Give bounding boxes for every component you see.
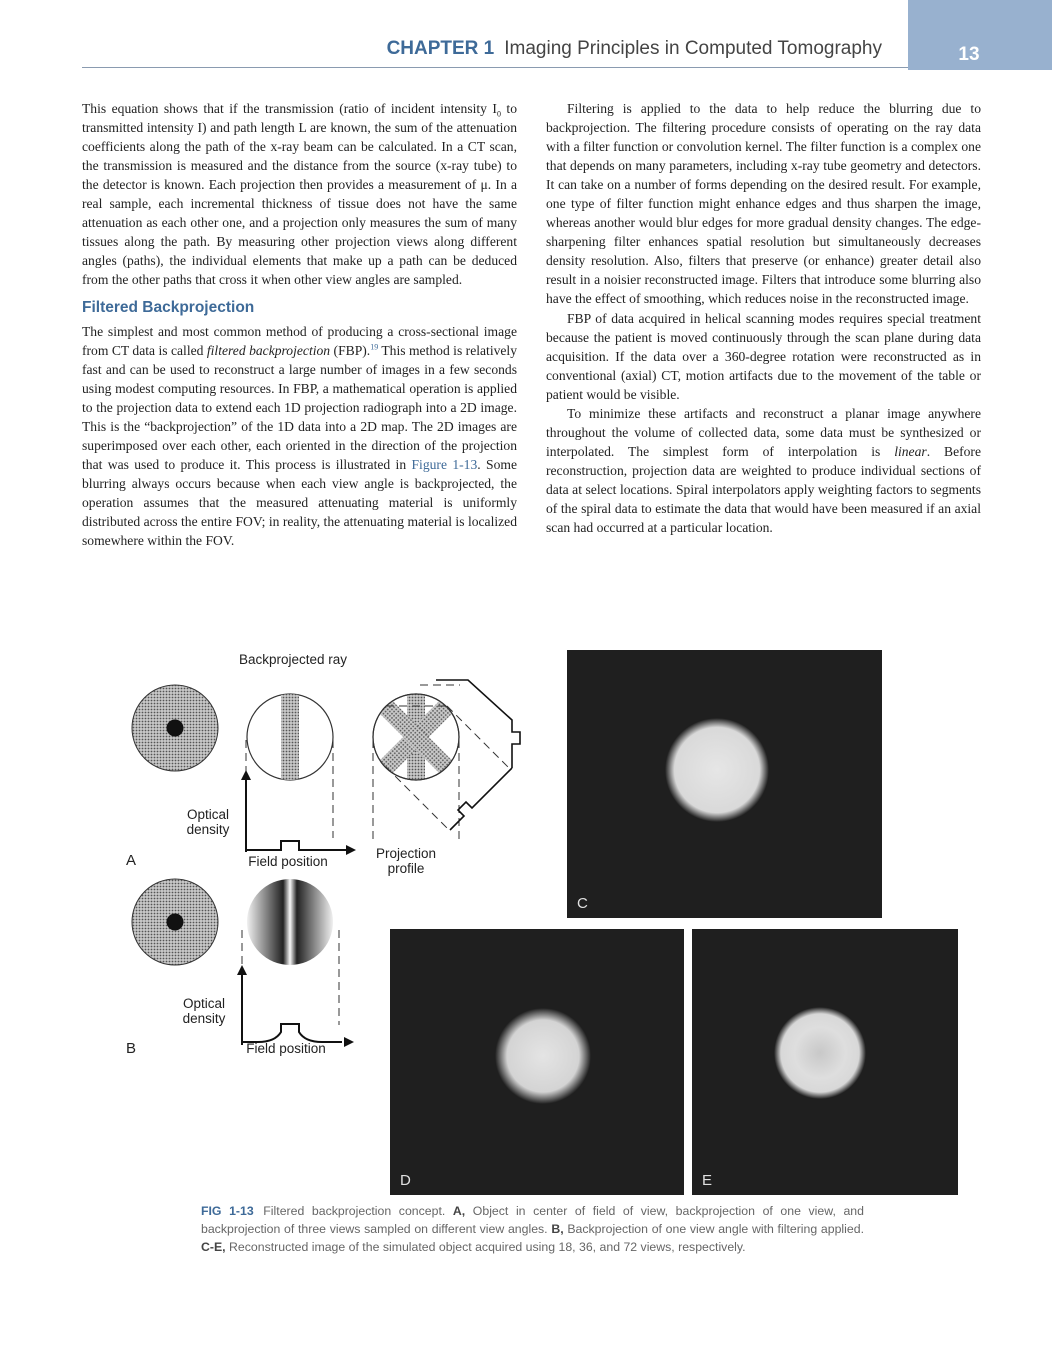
panel-label-e: E bbox=[702, 1172, 713, 1189]
figure-caption: FIG 1-13 Filtered backprojection concept. A, Object in center of field of view, backprojection of one view, and backprojection of three views sampled on different view angles. B, Backprojection of one view angle with filtering applied. C-E, Reconstructed image of the simulated object acquired using 18, 36, and 72 views, respectively. bbox=[201, 1204, 864, 1254]
label-field-position-a: Field position bbox=[248, 854, 328, 869]
reconstructed-disc-e bbox=[692, 929, 958, 1195]
panel-d-image bbox=[390, 929, 684, 1195]
label-optical-density-b: Optical density bbox=[182, 996, 226, 1026]
paragraph: FBP of data acquired in helical scanning modes requires special treatment because the patient is moved continuously through the scan plane during data acquisition. If the data over a 360-degree rotation were reconstructed as in conventional (axial) CT, motion artifacts due to the movement of the table or patient would be visible. bbox=[546, 310, 981, 402]
panel-b-object bbox=[132, 879, 218, 965]
paragraph: Filtering is applied to the data to help reduce the blurring due to backprojection. The filtering procedure consists of operating on the ray data with a filter function or convolution kernel. The filter function is a complex one that depends on many parameters, including x-ray tube geometry and detectors. It can take on a number of forms depending on the desired result. For example, one type of filter function might enhance edges and thus sharpen the image, whereas another would blur edges for more gradual density changes. The edge-sharpening filter enhances spatial resolution but simultaneously decreases density resolution. Also, filters that preserve (or enhance) greater detail also result in a noisier reconstructed image. Filters that introduce some blurring also have the effect of smoothing, which reduces noise in the reconstructed image. bbox=[546, 101, 981, 307]
running-header bbox=[0, 38, 882, 60]
paragraph: The simplest and most common method of producing a cross-sectional image from CT data is called filtered backprojection (FBP).$^{19}$ This method is relatively fast and can be used to reconstruct a large number of images in a few seconds using modest computing resources. In FBP, a mathematical operation is applied to the projection data to extend each 1D projection radiograph into a 2D image. This is the “backprojection” of the 1D data into a 2D map. The 2D images are superimposed over each other, each oriented in the direction of the projection that was used to produce it. This process is illustrated in Figure 1-13. Some blurring always occurs because when each view angle is backprojected, the operation assumes that the measured attenuating material is uniformly distributed across the entire FOV; in reality, the attenuating material is localized somewhere within the FOV. bbox=[82, 323, 518, 549]
paragraph: This equation shows that if the transmission (ratio of incident intensity $I_0$ to transmitted intensity I) and path length L are known, the sum of the attenuation coefficients along the path of the x-ray beam can be calculated. In a CT scan, the transmission is measured and the distance from the source (x-ray tube) to the detector is known. Each projection then provides a measurement of μ. In a real sample, each incremental thickness of tissue does not have the same attenuation as each other one, and a projection only measures the sum of many tissues along the path. By measuring other projection views along different angles (paths), the individual elements that make up a path can be deduced from the other paths that cross it when other view angles are sampled. bbox=[82, 101, 517, 288]
panel-b-filtered-backprojection bbox=[237, 879, 354, 1047]
panel-label-d: D bbox=[400, 1172, 411, 1189]
panel-label-a: A bbox=[126, 852, 137, 869]
reconstructed-disc-d bbox=[390, 929, 684, 1195]
panel-a-single-backprojection bbox=[241, 690, 356, 855]
panel-a-object bbox=[132, 685, 218, 771]
label-projection-profile: Projection profile bbox=[375, 846, 437, 876]
chapter-label: CHAPTER 1 bbox=[386, 38, 495, 59]
chapter-title: Imaging Principles in Computed Tomography bbox=[504, 38, 882, 59]
figure-link[interactable]: Figure 1-13 bbox=[411, 456, 478, 472]
section-heading: Filtered Backprojection bbox=[82, 299, 255, 317]
panel-c-image bbox=[567, 650, 882, 918]
header-rule bbox=[82, 67, 908, 68]
panel-e-image bbox=[692, 929, 958, 1195]
reconstructed-disc-c bbox=[567, 650, 882, 918]
page-number: 13 bbox=[958, 44, 980, 65]
panel-label-b: B bbox=[126, 1040, 137, 1057]
label-field-position-b: Field position bbox=[246, 1041, 326, 1056]
figure-number: FIG 1-13 bbox=[201, 1204, 254, 1218]
panel-label-c: C bbox=[577, 895, 588, 912]
panel-a-three-backprojections bbox=[373, 680, 520, 840]
paragraph: To minimize these artifacts and reconstruct a planar image anywhere throughout the volume of collected data, some data must be synthesized or interpolated. The simplest form of interpolation is linear. Before reconstruction, projection data are weighted to produce individual sections of data at select locations. Spiral interpolators apply weighting factors to segments of the spiral data to estimate the data that would have been measured if an axial scan had occurred at a particular location. bbox=[546, 405, 981, 536]
label-backprojected-ray: Backprojected ray bbox=[238, 652, 348, 667]
left-column bbox=[82, 99, 517, 550]
reference-link[interactable]: 19 bbox=[370, 342, 379, 352]
right-column bbox=[546, 99, 981, 537]
label-optical-density-a: Optical density bbox=[186, 807, 230, 837]
